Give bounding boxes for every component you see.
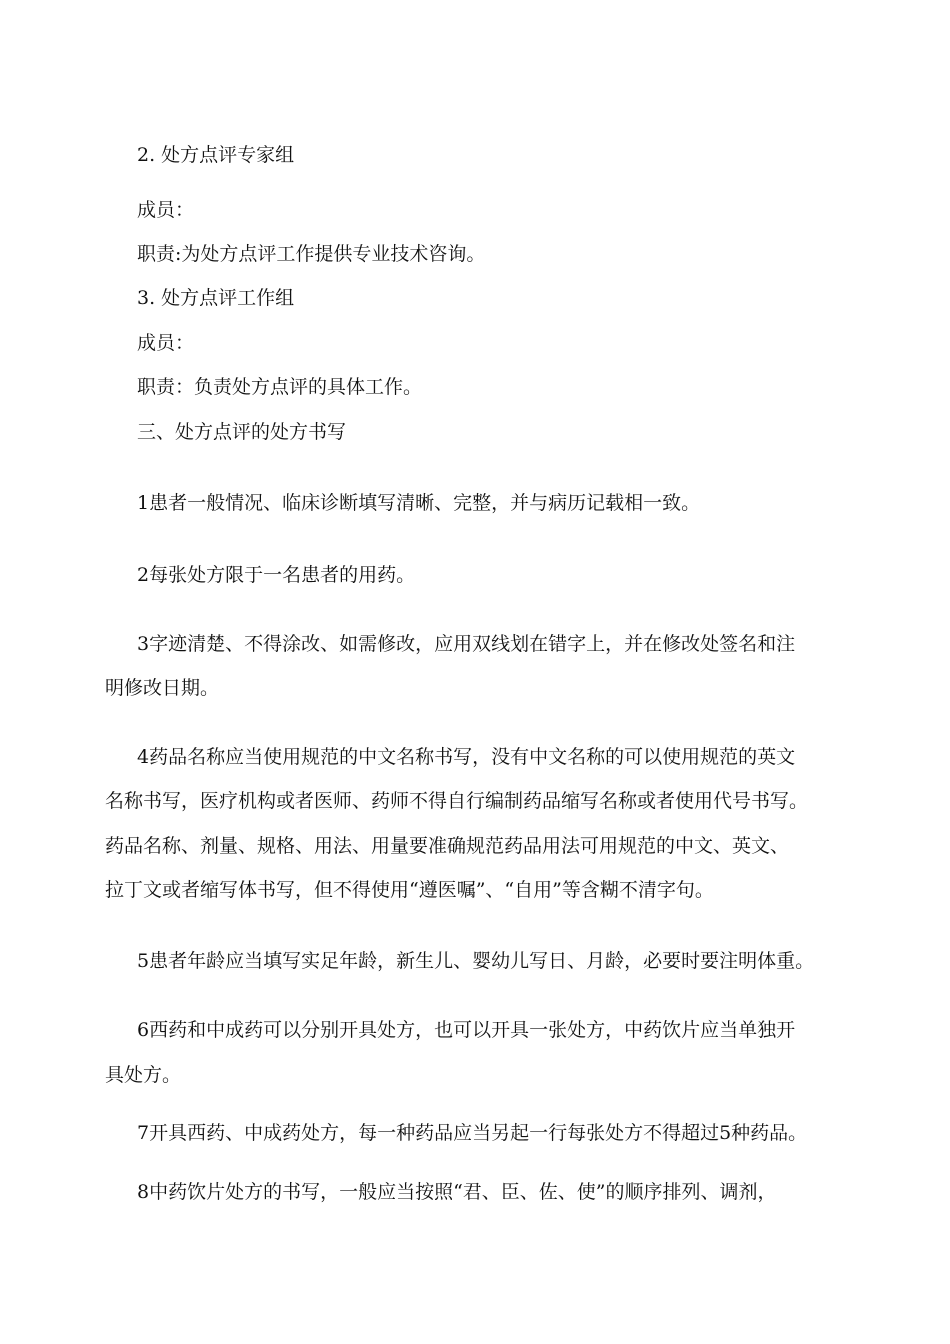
item-6-line-2: 具处方。 [105, 1064, 182, 1086]
item-8-line-1: 8中药饮片处方的书写，一般应当按照“君、臣、佐、使”的顺序排列、调剂， [137, 1181, 777, 1203]
section3-heading: 3. 处方点评工作组 [137, 287, 295, 309]
section3-members: 成员： [137, 332, 195, 354]
item-1: 1患者一般情况、临床诊断填写清晰、完整，并与病历记载相一致。 [137, 492, 701, 514]
section2-heading: 2. 处方点评专家组 [137, 144, 295, 166]
section2-members: 成员： [137, 199, 195, 221]
item-3-line-2: 明修改日期。 [105, 677, 220, 699]
item-2: 2每张处方限于一名患者的用药。 [137, 564, 416, 586]
item-4-line-2: 名称书写，医疗机构或者医师、药师不得自行编制药品缩写名称或者使用代号书写。 [105, 790, 809, 812]
item-7: 7开具西药、中成药处方，每一种药品应当另起一行每张处方不得超过5种药品。 [137, 1122, 808, 1144]
item-4-line-1: 4药品名称应当使用规范的中文名称书写，没有中文名称的可以使用规范的英文 [137, 746, 796, 768]
item-3-line-1: 3字迹清楚、不得涂改、如需修改，应用双线划在错字上，并在修改处签名和注 [137, 633, 796, 655]
section3-duty: 职责：负责处方点评的具体工作。 [137, 376, 423, 398]
item-5: 5患者年龄应当填写实足年龄，新生儿、婴幼儿写日、月龄，必要时要注明体重。 [137, 950, 815, 972]
item-4-line-4: 拉丁文或者缩写体书写，但不得使用“遵医嘱”、“自用”等含糊不清字句。 [105, 879, 714, 901]
section2-duty: 职责:为处方点评工作提供专业技术咨询。 [137, 243, 486, 265]
part3-title: 三、处方点评的处方书写 [137, 421, 347, 443]
item-6-line-1: 6西药和中成药可以分别开具处方，也可以开具一张处方，中药饮片应当单独开 [137, 1019, 796, 1041]
item-4-line-3: 药品名称、剂量、规格、用法、用量要准确规范药品用法可用规范的中文、英文、 [105, 835, 790, 857]
